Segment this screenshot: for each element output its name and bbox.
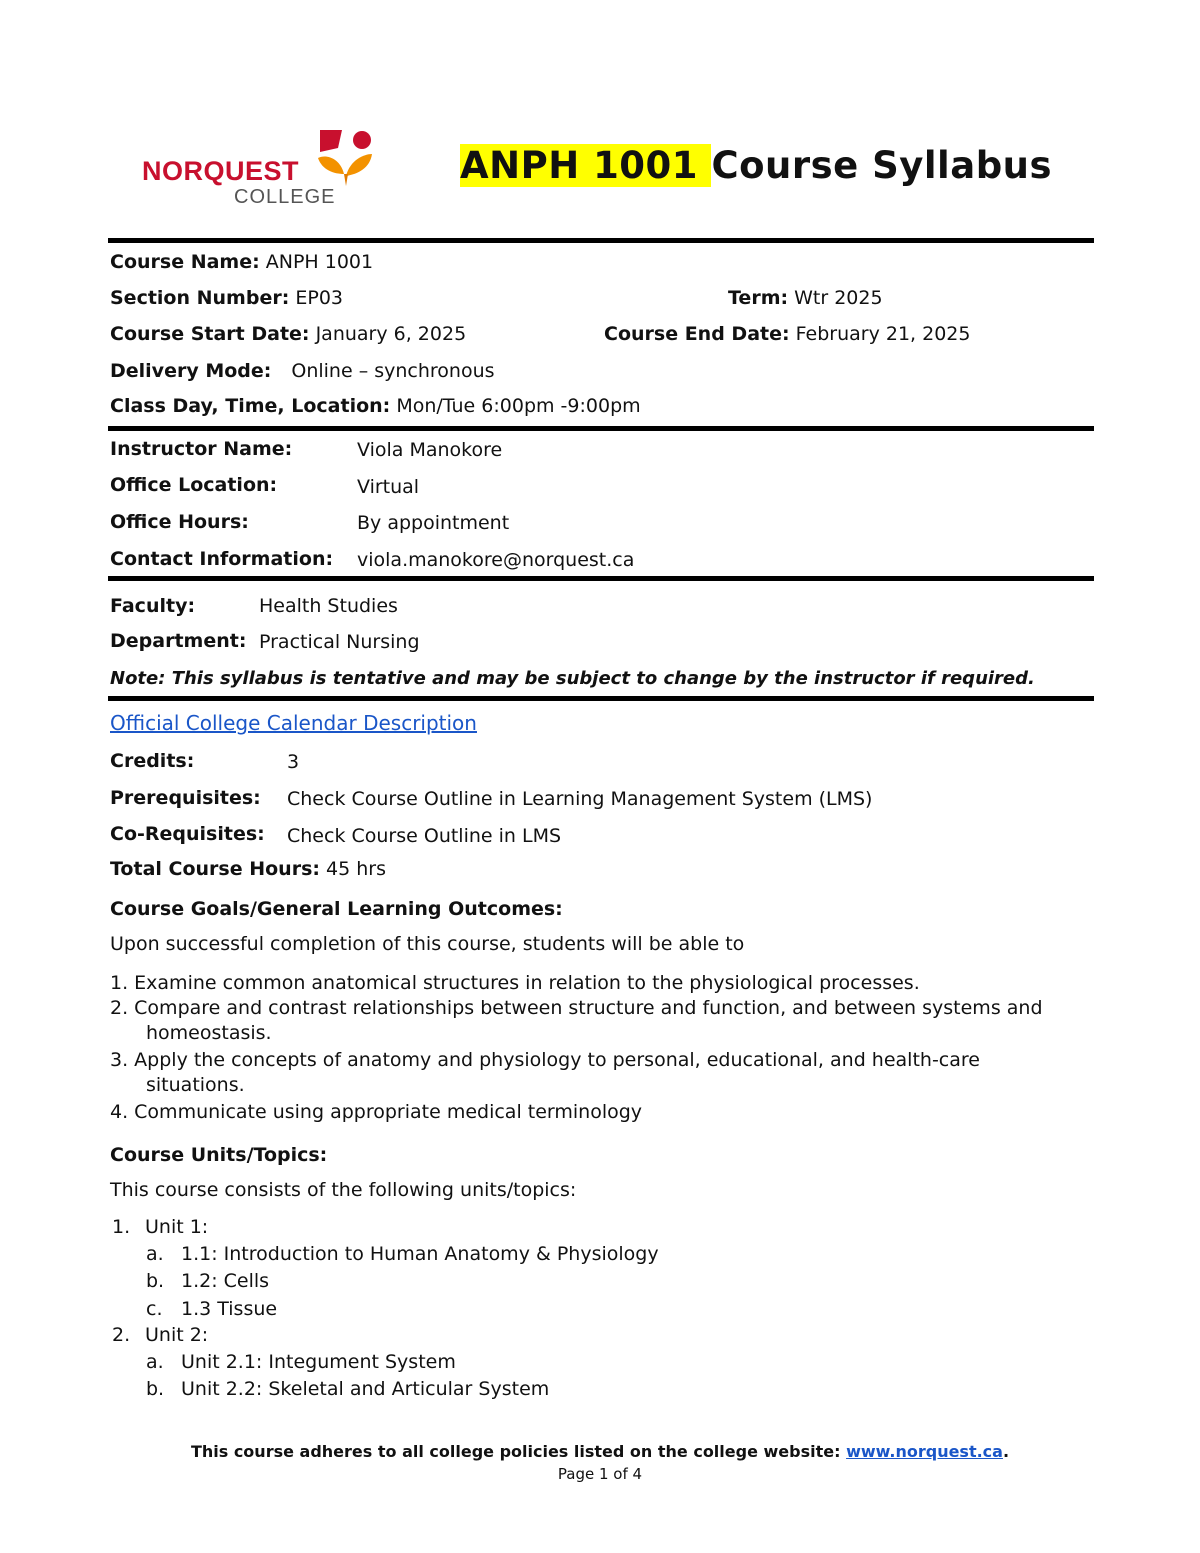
- corequisites-label: Co-Requisites:: [110, 823, 265, 845]
- logo-name: NORQUEST: [142, 156, 300, 186]
- divider: [108, 238, 1094, 243]
- contact-email: viola.manokore@norquest.ca: [357, 549, 635, 571]
- goal-item-cont: situations.: [146, 1074, 245, 1096]
- faculty-value: Health Studies: [259, 595, 398, 617]
- list-letter: b.: [146, 1378, 165, 1400]
- calendar-description-link[interactable]: Official College Calendar Description: [110, 711, 477, 735]
- instructor-name-label: Instructor Name:: [110, 438, 293, 460]
- unit-item: Unit 1:: [145, 1216, 209, 1238]
- course-code-highlight: ANPH 1001: [460, 144, 712, 187]
- goal-item: 2. Compare and contrast relationships between structure and function, and between systems and: [110, 997, 1043, 1019]
- goal-item-cont: homeostasis.: [146, 1022, 272, 1044]
- topic-item: Unit 2.2: Skeletal and Articular System: [181, 1378, 550, 1400]
- logo-leaf-icon: [316, 128, 376, 188]
- units-heading: Course Units/Topics:: [110, 1144, 328, 1166]
- college-logo: [112, 104, 408, 220]
- office-location-value: Virtual: [357, 476, 420, 498]
- class-time-row: Class Day, Time, Location: Mon/Tue 6:00pm -9:00pm: [110, 395, 641, 417]
- goals-intro: Upon successful completion of this course, students will be able to: [110, 933, 745, 955]
- corequisites-value: Check Course Outline in LMS: [287, 825, 562, 847]
- list-letter: a.: [146, 1351, 164, 1373]
- office-hours-label: Office Hours:: [110, 511, 249, 533]
- instructor-name-value: Viola Manokore: [357, 439, 503, 461]
- divider: [108, 696, 1094, 701]
- unit-item: Unit 2:: [145, 1324, 209, 1346]
- list-number: 2.: [112, 1324, 131, 1346]
- term-row: Term: Wtr 2025: [728, 287, 883, 309]
- department-value: Practical Nursing: [259, 631, 420, 653]
- units-intro: This course consists of the following units/topics:: [110, 1179, 577, 1201]
- course-name-row: Course Name: ANPH 1001: [110, 251, 374, 273]
- topic-item: 1.1: Introduction to Human Anatomy & Physiology: [181, 1243, 659, 1265]
- start-date-row: Course Start Date: January 6, 2025: [110, 323, 467, 345]
- page-number: Page 1 of 4: [557, 1465, 643, 1483]
- list-letter: a.: [146, 1243, 164, 1265]
- list-letter: b.: [146, 1270, 165, 1292]
- total-hours-row: Total Course Hours: 45 hrs: [110, 858, 386, 880]
- syllabus-note: Note: This syllabus is tentative and may be subject to change by the instructor if required.: [110, 668, 1035, 689]
- list-letter: c.: [146, 1298, 163, 1320]
- delivery-mode-row: Delivery Mode: Online – synchronous: [110, 360, 495, 382]
- page-title: [460, 144, 1052, 187]
- logo-sub: COLLEGE: [234, 186, 336, 208]
- goal-item: 3. Apply the concepts of anatomy and physiology to personal, educational, and health-care: [110, 1049, 980, 1071]
- faculty-label: Faculty:: [110, 595, 196, 617]
- topic-item: 1.2: Cells: [181, 1270, 270, 1292]
- section-number-row: Section Number: EP03: [110, 287, 343, 309]
- divider: [108, 576, 1094, 581]
- footer-policy: This course adheres to all college policies listed on the college website: www.norquest.ca.: [190, 1442, 1010, 1461]
- title-rest: Course Syllabus: [711, 144, 1053, 187]
- goals-heading: Course Goals/General Learning Outcomes:: [110, 898, 563, 920]
- prerequisites-value: Check Course Outline in Learning Management System (LMS): [287, 788, 873, 810]
- end-date-row: Course End Date: February 21, 2025: [604, 323, 971, 345]
- list-number: 1.: [112, 1216, 131, 1238]
- goal-item: 1. Examine common anatomical structures in relation to the physiological processes.: [110, 972, 920, 994]
- prerequisites-label: Prerequisites:: [110, 787, 261, 809]
- topic-item: 1.3 Tissue: [181, 1298, 278, 1320]
- office-location-label: Office Location:: [110, 474, 278, 496]
- department-label: Department:: [110, 630, 247, 652]
- credits-label: Credits:: [110, 750, 195, 772]
- divider: [108, 426, 1094, 431]
- credits-value: 3: [287, 751, 300, 773]
- contact-label: Contact Information:: [110, 548, 334, 570]
- goal-item: 4. Communicate using appropriate medical terminology: [110, 1101, 643, 1123]
- website-link[interactable]: www.norquest.ca: [846, 1442, 1003, 1461]
- topic-item: Unit 2.1: Integument System: [181, 1351, 456, 1373]
- office-hours-value: By appointment: [357, 512, 510, 534]
